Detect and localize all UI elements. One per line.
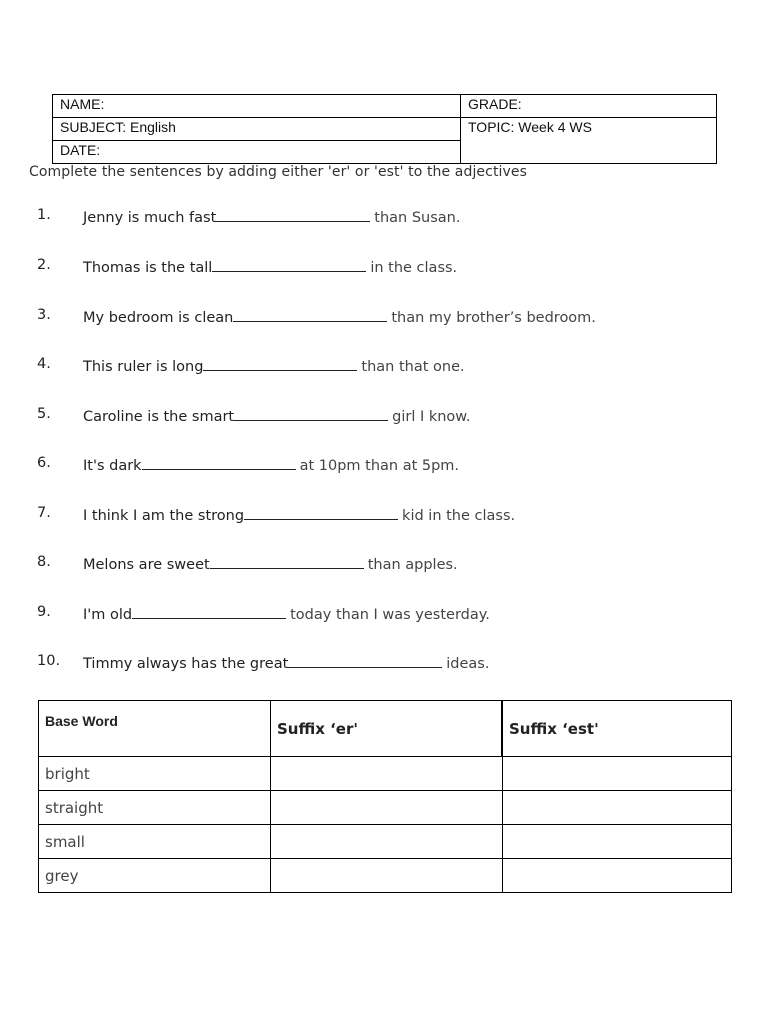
question-text-end: than that one. [361,359,465,375]
question-text: This ruler is long [83,359,204,375]
question-number: 7. [37,505,51,521]
question-text: Caroline is the smart [83,409,235,425]
answer-blank[interactable] [142,455,296,470]
question-text-end: than Susan. [374,210,461,226]
er-answer-cell[interactable] [271,791,503,825]
question-number: 9. [37,604,51,620]
header-suffix-est: Suffix ‘est' [502,701,732,757]
question-number: 10. [37,653,61,669]
question-text-end: today than I was yesterday. [290,607,490,623]
base-word-cell: small [39,825,271,859]
er-answer-cell[interactable] [271,825,503,859]
grade-field[interactable]: GRADE: [461,95,717,118]
table-row [39,791,732,825]
question-number: 6. [37,455,51,471]
topic-field: TOPIC: Week 4 WS [461,118,717,164]
answer-blank[interactable] [288,653,442,668]
answer-blank[interactable] [132,604,286,619]
name-field[interactable]: NAME: [53,95,461,118]
est-answer-cell[interactable] [502,859,732,893]
est-answer-cell[interactable] [502,791,732,825]
question-text: It's dark [83,458,142,474]
question-text: I think I am the strong [83,508,245,524]
answer-blank[interactable] [210,554,364,569]
er-answer-cell[interactable] [271,757,503,791]
question-text: Melons are sweet [83,557,210,573]
base-word-cell: bright [39,757,271,791]
answer-blank[interactable] [233,307,387,322]
question-number: 8. [37,554,51,570]
question-text: Timmy always has the great [83,656,289,672]
table-row [39,757,732,791]
question-number: 1. [37,207,51,223]
answer-blank[interactable] [216,207,370,222]
answer-blank[interactable] [212,257,366,272]
question-number: 2. [37,257,51,273]
question-text-end: than apples. [367,557,458,573]
question-text: My bedroom is clean [83,310,234,326]
question-text-end: than my brother’s bedroom. [391,310,596,326]
header-base-word: Base Word [39,701,271,757]
est-answer-cell[interactable] [502,757,732,791]
er-answer-cell[interactable] [271,859,503,893]
question-text: I'm old [83,607,133,623]
base-word-cell: straight [39,791,271,825]
question-text: Thomas is the tall [83,260,213,276]
question-text: Jenny is much fast [83,210,217,226]
est-answer-cell[interactable] [502,825,732,859]
question-text-end: in the class. [370,260,458,276]
date-field[interactable]: DATE: [53,141,461,164]
question-number: 3. [37,307,51,323]
suffix-table-header [39,701,732,757]
table-row [39,859,732,893]
question-number: 5. [37,406,51,422]
answer-blank[interactable] [203,356,357,371]
header-suffix-er: Suffix ‘er' [271,701,503,757]
question-text-end: kid in the class. [402,508,516,524]
question-text-end: girl I know. [392,409,471,425]
header-info-table [52,94,717,164]
answer-blank[interactable] [234,406,388,421]
table-row [39,825,732,859]
base-word-cell: grey [39,859,271,893]
suffix-table [38,700,732,893]
answer-blank[interactable] [244,505,398,520]
question-number: 4. [37,356,51,372]
subject-field: SUBJECT: English [53,118,461,141]
instruction-text: Complete the sentences by adding either 'er' or 'est' to the adjectives [29,164,528,180]
question-text-end: ideas. [446,656,490,672]
question-text-end: at 10pm than at 5pm. [299,458,460,474]
